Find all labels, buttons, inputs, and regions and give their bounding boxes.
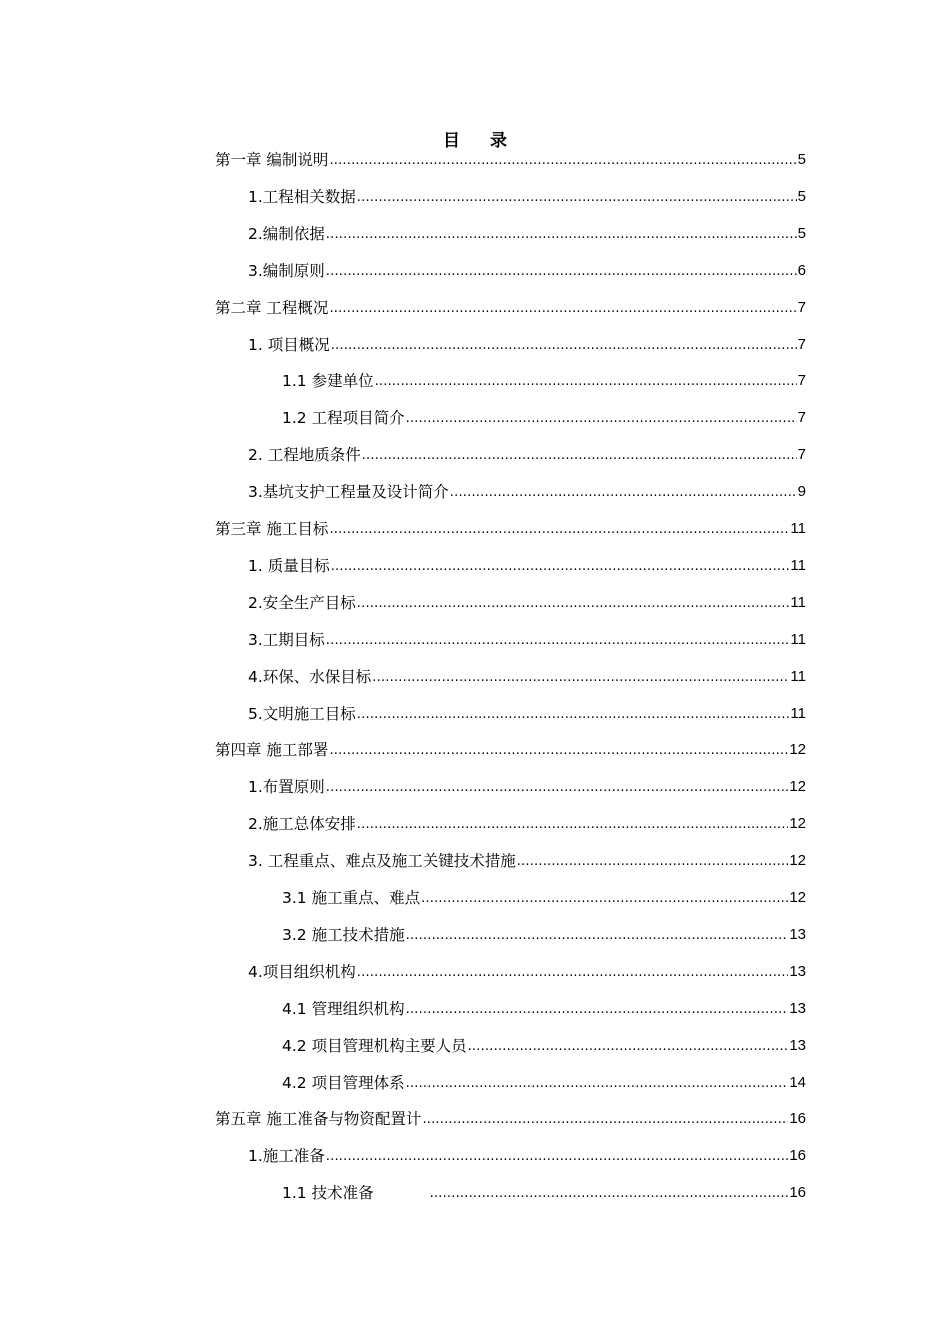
toc-entry[interactable]: [248, 665, 806, 689]
toc-leader-dots: [329, 300, 796, 318]
toc-entry-text: 3.工期目标: [248, 630, 325, 649]
toc-entry-page-number: 16: [789, 1147, 806, 1165]
toc-entry-page-number: 12: [789, 741, 806, 759]
toc-entry-page-number: 11: [790, 667, 806, 685]
toc-entry-page-number: 11: [790, 556, 806, 574]
toc-entry-page-number: 7: [797, 372, 806, 390]
toc-entry[interactable]: [282, 369, 806, 393]
toc-entry-page-number: 7: [797, 409, 806, 427]
toc-leader-dots: [357, 816, 789, 834]
toc-leader-dots: [357, 964, 789, 982]
toc-entry[interactable]: [282, 997, 806, 1021]
toc-entry-page-number: 7: [797, 298, 806, 316]
toc-entry-page-number: 11: [790, 520, 806, 537]
toc-entry[interactable]: [215, 1107, 806, 1131]
toc-leader-dots: [517, 853, 789, 871]
toc-entry[interactable]: [248, 554, 806, 578]
toc-entry-text: 3. 工程重点、难点及施工关键技术措施: [248, 852, 516, 871]
toc-entry-page-number: 12: [789, 815, 806, 833]
toc-entry-text: 第二章 工程概况: [215, 298, 329, 317]
toc-leader-dots: [450, 484, 797, 502]
toc-leader-dots: [406, 927, 789, 945]
toc-entry-text: 1.施工准备: [248, 1147, 325, 1166]
toc-leader-dots: [406, 1075, 789, 1093]
toc-entry[interactable]: [282, 886, 806, 910]
toc-leader-dots: [326, 632, 790, 650]
toc-entry-text: 4.环保、水保目标: [248, 667, 372, 686]
toc-entry[interactable]: [282, 406, 806, 430]
toc-entry-text: 第一章 编制说明: [215, 151, 329, 169]
toc-entry-text: 2. 工程地质条件: [248, 446, 361, 465]
toc-entry[interactable]: [215, 517, 806, 541]
toc-entry-text: 2.编制依据: [248, 224, 325, 243]
toc-entry-page-number: 12: [789, 778, 806, 796]
toc-entry-text: 2.安全生产目标: [248, 593, 356, 612]
toc-entry-text: 4.2 项目管理机构主要人员: [282, 1036, 467, 1055]
toc-leader-dots: [422, 1111, 788, 1129]
toc-entry[interactable]: [248, 628, 806, 652]
toc-entry[interactable]: [282, 1181, 806, 1205]
toc-entry-page-number: 9: [797, 483, 806, 501]
toc-entry-text: 2.施工总体安排: [248, 815, 356, 834]
toc-leader-dots: [430, 1185, 789, 1203]
toc-leader-dots: [468, 1038, 789, 1056]
toc-leader-dots: [329, 742, 788, 760]
toc-entry[interactable]: [248, 960, 806, 984]
toc-entry-page-number: 13: [789, 962, 806, 980]
toc-leader-dots: [375, 373, 797, 391]
toc-leader-dots: [372, 669, 789, 687]
toc-entry-text: 第三章 施工目标: [215, 520, 329, 538]
toc-entry-text: 5.文明施工目标: [248, 704, 356, 723]
toc-entry-text: 3.1 施工重点、难点: [282, 889, 421, 907]
toc-entry-text: 1.布置原则: [248, 778, 325, 797]
toc-entry-page-number: 5: [797, 187, 806, 205]
toc-leader-dots: [357, 189, 797, 207]
toc-entry[interactable]: [248, 812, 806, 836]
toc-entry-text: 4.1 管理组织机构: [282, 999, 405, 1018]
toc-entry[interactable]: [248, 222, 806, 246]
toc-leader-dots: [329, 521, 789, 539]
toc-leader-dots: [331, 558, 790, 576]
toc-entry-text: 第四章 施工部署: [215, 741, 329, 760]
toc-title-left: 目: [443, 131, 460, 151]
toc-entry-page-number: 16: [789, 1184, 806, 1202]
toc-entry-text: 3.编制原则: [248, 261, 325, 280]
toc-entry-page-number: 16: [789, 1110, 806, 1128]
toc-entry[interactable]: [248, 480, 806, 504]
toc-leader-dots: [329, 152, 796, 170]
toc-entry[interactable]: [215, 148, 806, 172]
toc-entry[interactable]: [248, 333, 806, 357]
toc-entry-page-number: 12: [789, 852, 806, 870]
toc-entry[interactable]: [248, 702, 806, 726]
toc-leader-dots: [331, 337, 797, 355]
toc-entry-page-number: 13: [789, 925, 806, 943]
toc-entry-page-number: 5: [797, 151, 806, 168]
toc-entry[interactable]: [248, 443, 806, 467]
toc-entry[interactable]: [282, 1034, 806, 1058]
toc-entry[interactable]: [215, 296, 806, 320]
toc-entry-text: 3.2 施工技术措施: [282, 925, 405, 944]
toc-leader-dots: [406, 1001, 789, 1019]
toc-entry-text: 3.基坑支护工程量及设计简介: [248, 483, 449, 502]
toc-entry-page-number: 7: [797, 335, 806, 353]
toc-entry[interactable]: [248, 1144, 806, 1168]
toc-entry[interactable]: [215, 738, 806, 762]
toc-leader-dots: [406, 410, 797, 428]
toc-entry-page-number: 12: [789, 889, 806, 906]
toc-entry-text: 第五章 施工准备与物资配置计: [215, 1110, 422, 1129]
toc-entry-page-number: 7: [797, 446, 806, 464]
toc-entry[interactable]: [248, 849, 806, 873]
toc-entry-text: 1.工程相关数据: [248, 187, 356, 206]
toc-title-right: 录: [490, 131, 507, 151]
toc-entry-page-number: 5: [797, 224, 806, 242]
toc-entry[interactable]: [248, 185, 806, 209]
toc-entry-text: 4.2 项目管理体系: [282, 1073, 405, 1092]
toc-entry-text: 1. 项目概况: [248, 335, 330, 354]
toc-leader-dots: [357, 706, 790, 724]
toc-entry-text: 1. 质量目标: [248, 556, 330, 575]
toc-entry-page-number: 14: [789, 1073, 806, 1091]
toc-entry-text: 4.项目组织机构: [248, 962, 356, 981]
toc-entry-page-number: 11: [790, 704, 806, 722]
toc-entry-page-number: 11: [790, 630, 806, 648]
toc-entry[interactable]: [248, 259, 806, 283]
toc-entry-text: 1.1 参建单位: [282, 372, 374, 391]
toc-entry-page-number: 11: [790, 593, 806, 611]
toc-entry-page-number: 13: [789, 1036, 806, 1054]
toc-entry[interactable]: [248, 775, 806, 799]
toc-entry-page-number: 13: [789, 999, 806, 1017]
toc-leader-dots: [362, 447, 797, 465]
toc-entry[interactable]: [282, 923, 806, 947]
toc-leader-dots: [326, 226, 797, 244]
toc-entry-text: 1.1 技术准备: [282, 1184, 374, 1203]
toc-entry[interactable]: [282, 1071, 806, 1095]
toc-leader-dots: [421, 890, 788, 908]
toc-leader-dots: [357, 595, 790, 613]
toc-entry-page-number: 6: [797, 261, 806, 279]
toc-entry-text: 1.2 工程项目简介: [282, 409, 405, 428]
toc-leader-dots: [326, 1148, 789, 1166]
toc-entry[interactable]: [248, 591, 806, 615]
toc-leader-dots: [326, 263, 797, 281]
toc-leader-dots: [326, 779, 789, 797]
